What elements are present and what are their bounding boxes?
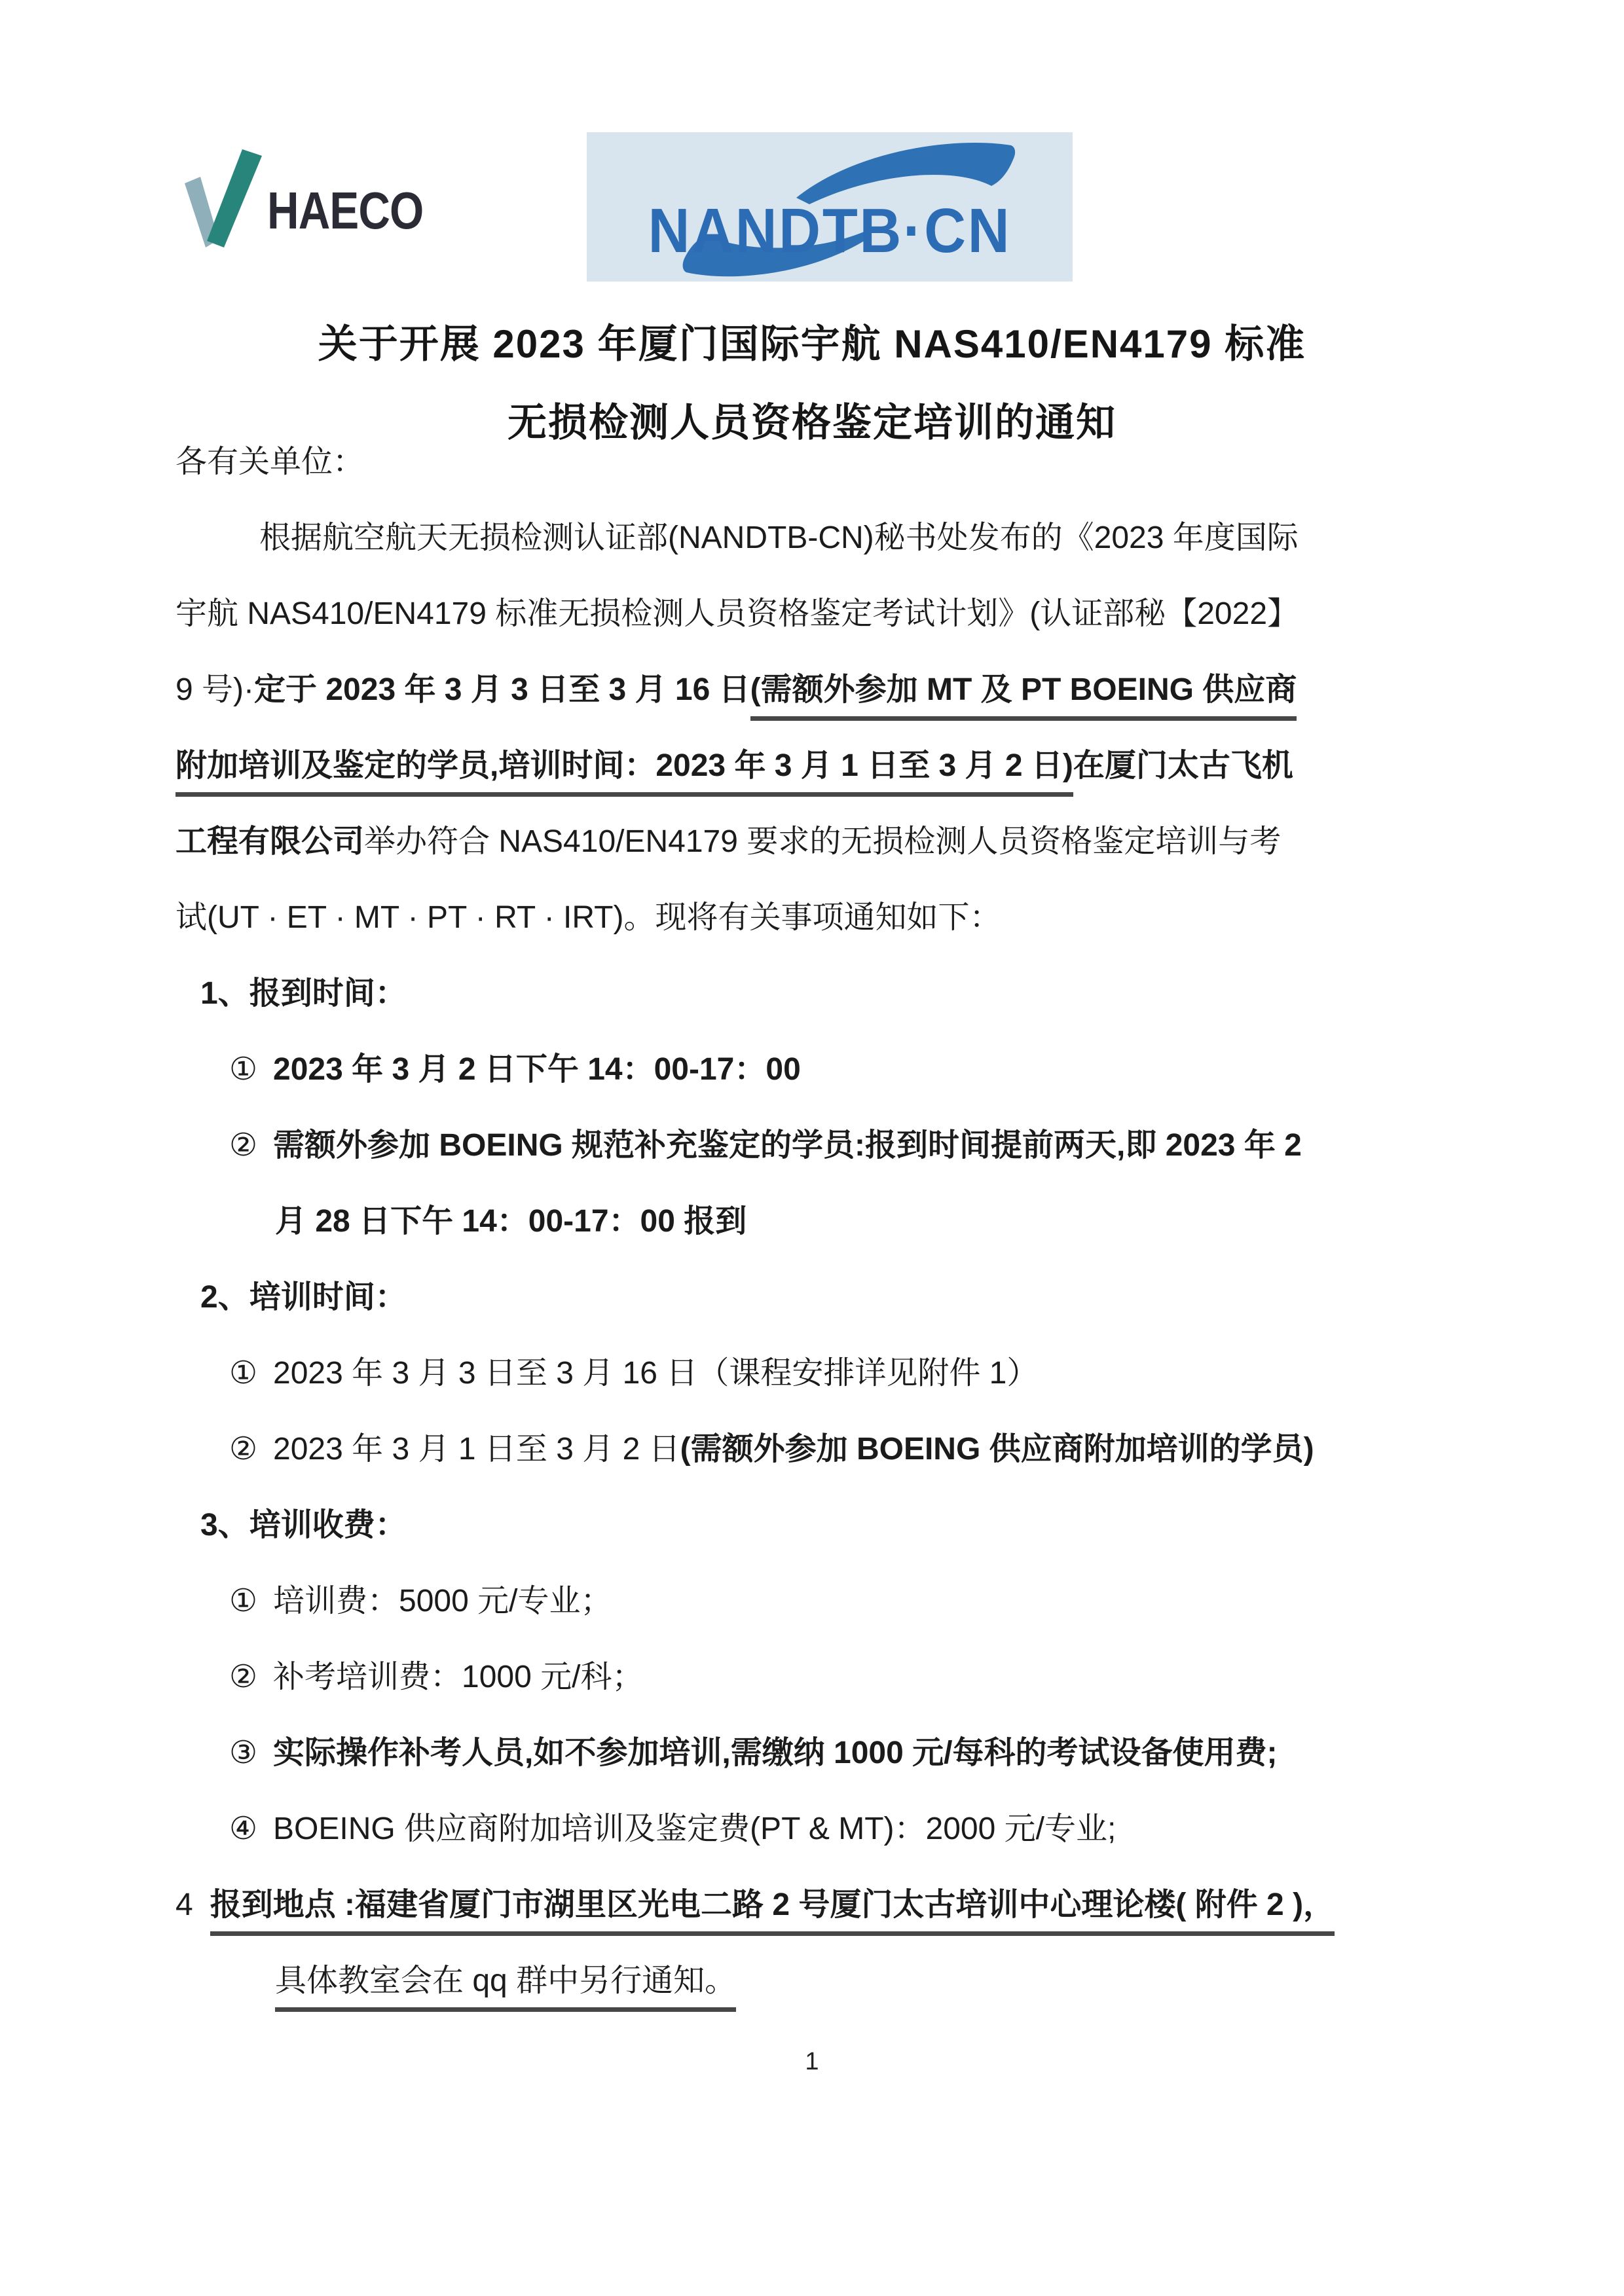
text-segment: 举办符合 NAS410/EN4179 要求的无损检测人员资格鉴定培训与考	[364, 824, 1282, 859]
list-item-continuation	[175, 1184, 1464, 1260]
item-number: ②	[229, 1128, 258, 1163]
intro-line-5	[175, 804, 1464, 880]
text-segment: 补考培训费：1000 元/科；	[273, 1660, 644, 1694]
list-item-4	[175, 1867, 1464, 1943]
text-segment: 根据航空航天无损检测认证部(NANDTB-CN)秘书处发布的《2023 年度国际	[259, 520, 1299, 555]
item-number: ②	[229, 1660, 258, 1694]
text-segment: 培训费：5000 元/专业；	[273, 1584, 612, 1618]
bold-segment: 在厦门太古飞机	[1073, 748, 1293, 783]
haeco-check-icon	[185, 149, 263, 247]
list-item-continuation	[175, 1943, 1464, 2019]
bold-segment: 月 28 日下午 14：00-17：00 报到	[275, 1204, 747, 1239]
text-segment: 2023 年 3 月 1 日至 3 月 2 日	[273, 1432, 680, 1467]
bold-segment: 工程有限公司	[175, 824, 365, 859]
bold-segment: 实际操作补考人员,如不参加培训,需缴纳 1000 元/每科的考试设备使用费;	[273, 1736, 1278, 1770]
text-segment: 2023 年 3 月 3 日至 3 月 16 日（课程安排详见附件 1）	[273, 1356, 1039, 1391]
bold-segment: 需额外参加 BOEING 规范补充鉴定的学员:报到时间提前两天,即 2023 年 2	[273, 1128, 1302, 1163]
bold-segment: (需额外参加 BOEING 供应商附加培训的学员)	[680, 1432, 1314, 1467]
document-title-line1: 关于开展 2023 年厦门国际宇航 NAS410/EN4179 标准	[318, 322, 1306, 366]
logo-row	[0, 0, 1624, 301]
item-number: ④	[229, 1812, 258, 1846]
list-item	[175, 1412, 1464, 1487]
salutation: 各有关单位：	[175, 445, 365, 479]
intro-line-1	[175, 500, 1464, 576]
section-heading-3: 3、培训收费：	[200, 1508, 407, 1542]
document-title-line2: 无损检测人员资格鉴定培训的通知	[507, 401, 1116, 445]
haeco-logo	[185, 149, 453, 247]
bold-segment: 2023 年 3 月 2 日下午 14：00-17：00	[273, 1052, 801, 1087]
intro-line-2	[175, 576, 1464, 652]
item-number: ③	[229, 1736, 258, 1770]
list-item	[175, 1563, 1464, 1639]
document-body	[175, 424, 1464, 2019]
text-segment: BOEING 供应商附加培训及鉴定费(PT & MT)：2000 元/专业;	[273, 1812, 1116, 1846]
intro-line-4	[175, 728, 1464, 804]
bold-underlined-segment: 报到地点 :福建省厦门市湖里区光电二路 2 号厦门太古培训中心理论楼( 附件 2 )，	[210, 1887, 1335, 1936]
haeco-logo-text: HAECO	[267, 181, 424, 240]
list-item	[175, 1791, 1464, 1867]
list-item	[175, 1108, 1464, 1184]
item-number: ②	[229, 1432, 258, 1467]
section-heading-2: 2、培训时间：	[200, 1280, 407, 1315]
list-item	[175, 1639, 1464, 1715]
intro-line-6	[175, 880, 1464, 956]
bold-underlined-segment: (需额外参加 MT 及 PT BOEING 供应商	[750, 672, 1297, 721]
item-number: 4	[175, 1887, 193, 1922]
text-segment: 试(UT · ET · MT · PT · RT · IRT)。现将有关事项通知如下：	[175, 900, 1001, 935]
underlined-segment: 具体教室会在 qq 群中另行通知。	[275, 1963, 736, 2012]
nandtb-logo-text: NANDTB·CN	[648, 196, 1012, 266]
list-item	[175, 1032, 1464, 1108]
text-segment: 9 号)·	[175, 672, 255, 707]
text-segment: 宇航 NAS410/EN4179 标准无损检测人员资格鉴定考试计划》(认证部秘【2022】	[175, 596, 1299, 631]
nandtb-logo	[587, 132, 1073, 282]
list-item	[175, 1715, 1464, 1791]
bold-underlined-segment: 附加培训及鉴定的学员,培训时间：2023 年 3 月 1 日至 3 月 2 日)	[175, 748, 1073, 797]
item-number: ①	[229, 1584, 258, 1618]
intro-line-3	[175, 652, 1464, 728]
list-item	[175, 1336, 1464, 1412]
section-heading-1: 1、报到时间：	[200, 976, 407, 1011]
item-number: ①	[229, 1356, 258, 1391]
item-number: ①	[229, 1052, 258, 1087]
bold-segment: 定于 2023 年 3 月 3 日至 3 月 16 日	[254, 672, 750, 707]
page-number: 1	[805, 2048, 819, 2075]
